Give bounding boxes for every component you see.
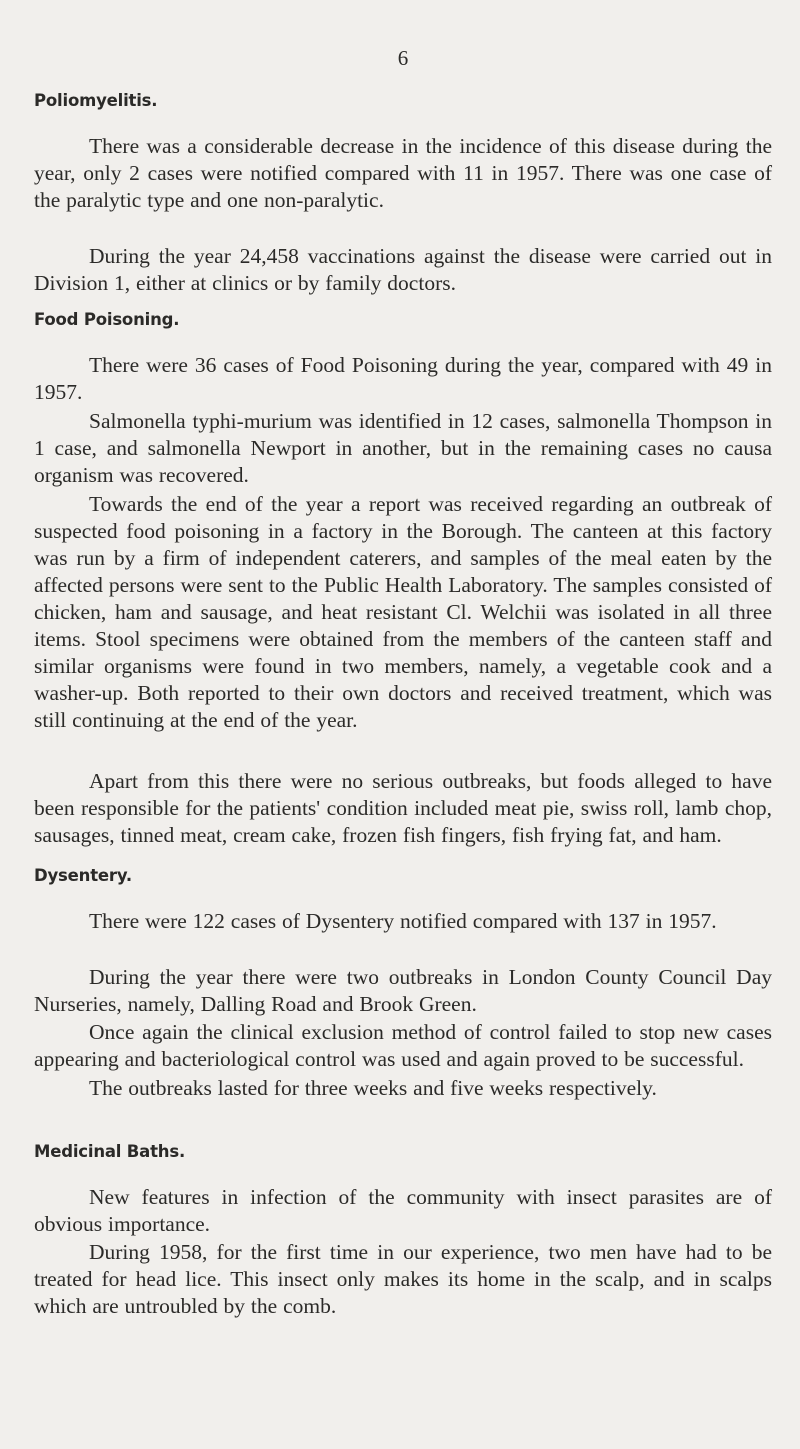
paragraph: The outbreaks lasted for three weeks and five weeks respectively. (89, 1076, 657, 1100)
heading-poliomyelitis: Poliomyelitis. (34, 91, 158, 110)
paragraph: During the year there were two outbreaks in London County Council Day Nurseries, namely, Dalling Road and Brook Green. (34, 965, 772, 1016)
paragraph: Salmonella typhi-murium was identified in 12 cases, salmonella Thompson in 1 case, and salmonella Newport in another, but in the remaining cases no causa organism was recovered. (34, 409, 772, 487)
paragraph: There were 122 cases of Dysentery notified compared with 137 in 1957. (89, 909, 717, 933)
paragraph: Towards the end of the year a report was received regarding an outbreak of suspected food poisoning in a factory in the Borough. The canteen at this factory was run by a firm of independent caterers, and samples of the meal eaten by the affected persons were sent to the Public Health Laboratory. The samples consisted of chicken, ham and sausage, and heat resistant Cl. Welchii was isolated in all three items. Stool specimens were obtained from the members of the canteen staff and similar organisms were found in two members, namely, a vegetable cook and a washer-up. Both reported to their own doctors and received treatment, which was still continuing at the end of the year. (34, 492, 772, 732)
paragraph: There were 36 cases of Food Poisoning during the year, compared with 49 in 1957. (34, 353, 772, 404)
paragraph: Once again the clinical exclusion method of control failed to stop new cases appearing and bacteriological control was used and again proved to be successful. (34, 1020, 772, 1071)
paragraph: Apart from this there were no serious outbreaks, but foods alleged to have been responsible for the patients' condition included meat pie, swiss roll, lamb chop, sausages, tinned meat, cream cake, frozen fish fingers, fish frying fat, and ham. (34, 769, 772, 847)
heading-food-poisoning: Food Poisoning. (34, 310, 180, 329)
paragraph: There was a considerable decrease in the incidence of this disease during the year, only 2 cases were notified compared with 11 in 1957. There was one case of the paralytic type and one non-paralytic. (34, 134, 772, 212)
paragraph: During the year 24,458 vaccinations against the disease were carried out in Division 1, either at clinics or by family doctors. (34, 244, 772, 295)
heading-medicinal-baths: Medicinal Baths. (34, 1142, 186, 1161)
paragraph: During 1958, for the first time in our experience, two men have had to be treated for head lice. This insect only makes its home in the scalp, and in scalps which are untroubled by the comb. (34, 1240, 772, 1318)
heading-dysentery: Dysentery. (34, 866, 132, 885)
page-number: 6 (397, 46, 409, 70)
paragraph: New features in infection of the community with insect parasites are of obvious importance. (34, 1185, 772, 1236)
